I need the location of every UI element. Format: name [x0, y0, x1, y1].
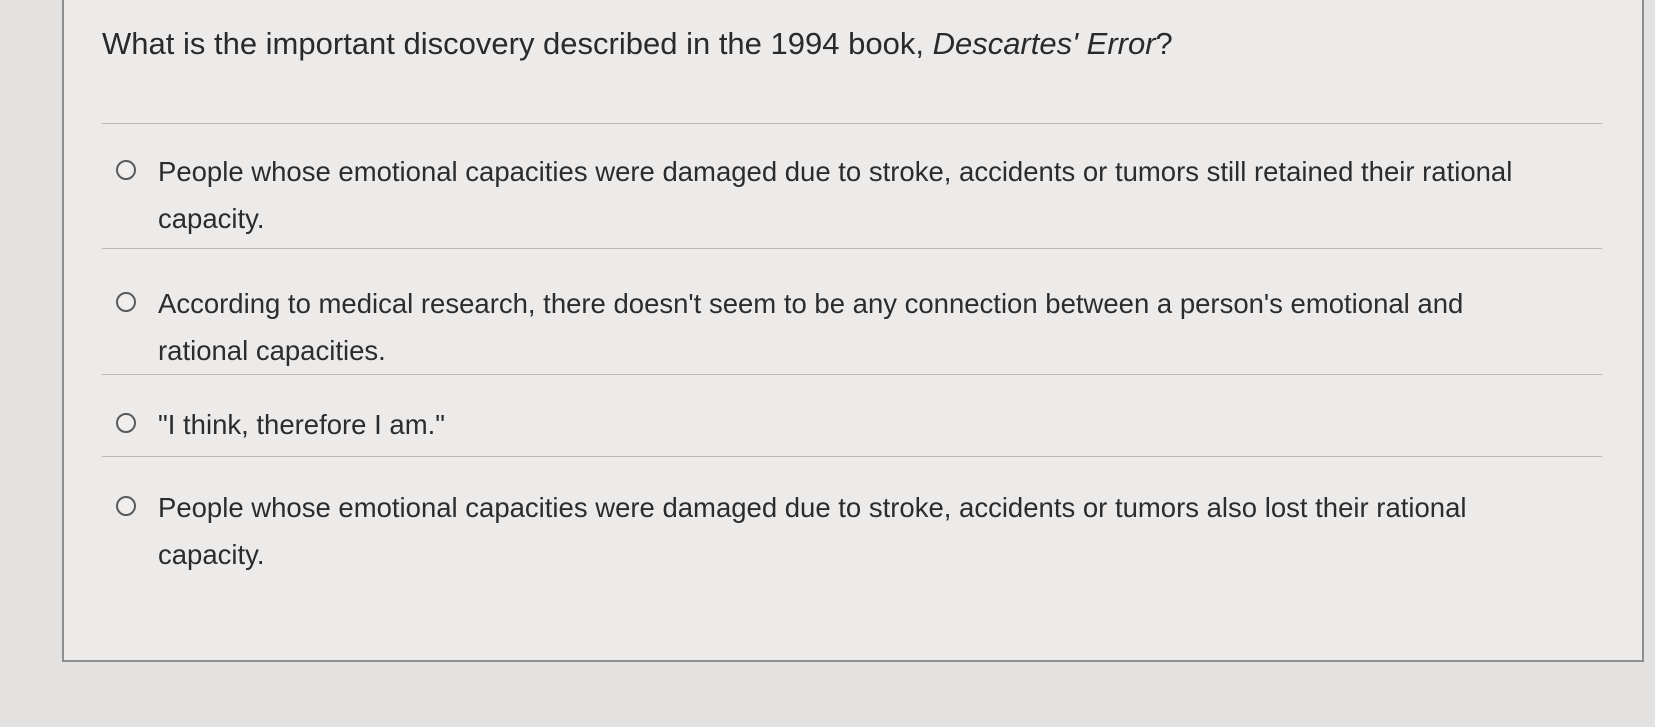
answer-option-label: People whose emotional capacities were damaged due to stroke, accidents or tumors also lost their rational capacity.: [158, 492, 1467, 570]
radio-button-icon[interactable]: [116, 160, 136, 180]
answer-option-label: People whose emotional capacities were damaged due to stroke, accidents or tumors still retained their rational capacity.: [158, 156, 1513, 234]
divider: [102, 123, 1602, 124]
question-prefix: What is the important discovery described in the 1994 book,: [102, 26, 933, 61]
radio-button-icon[interactable]: [116, 292, 136, 312]
answer-option-label: "I think, therefore I am.": [158, 409, 446, 440]
answer-option-label: According to medical research, there doesn't seem to be any connection between a person's emotional and rational capacities.: [158, 288, 1464, 366]
divider: [102, 374, 1602, 375]
question-card: [62, 0, 1644, 662]
radio-button-icon[interactable]: [116, 496, 136, 516]
divider: [102, 248, 1602, 249]
divider: [102, 456, 1602, 457]
question-book-title: Descartes' Error: [932, 26, 1156, 61]
radio-button-icon[interactable]: [116, 413, 136, 433]
question-suffix: ?: [1155, 26, 1173, 61]
question-text: [102, 24, 1173, 64]
